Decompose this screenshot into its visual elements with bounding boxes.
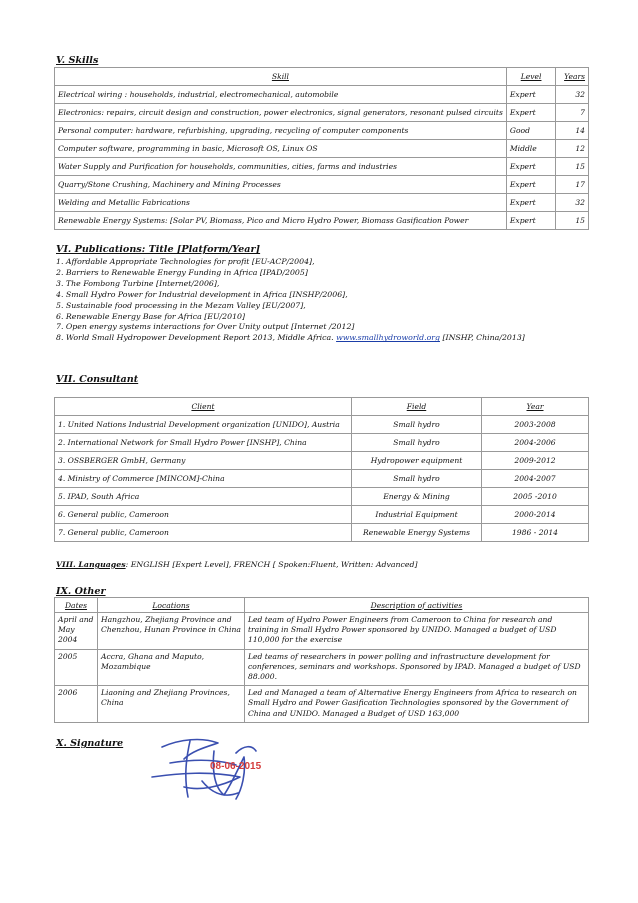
languages-line — [56, 560, 418, 569]
publications-list — [56, 257, 525, 344]
skill-name: Personal computer: hardware, refurbishing, upgrading, recycling of computer components — [55, 122, 507, 140]
consultant-field: Small hydro — [352, 470, 482, 488]
signature-date: 08-06-2015 — [210, 761, 262, 772]
consultant-row — [55, 470, 589, 488]
publication-item: 8. World Small Hydropower Development Report 2013, Middle Africa. www.smallhydroworld.org [INSHP, China/2013] — [56, 333, 525, 343]
other-dates: 2005 — [55, 649, 98, 686]
consultant-client: 2. International Network for Small Hydro Power [INSHP], China — [55, 434, 352, 452]
skill-level: Expert — [506, 158, 555, 176]
skill-years: 17 — [556, 176, 589, 194]
consultant-year: 2004-2007 — [482, 470, 589, 488]
other-locations: Hangzhou, Zhejiang Province and Chenzhou, Hunan Province in China — [98, 613, 245, 650]
handwritten-signature — [140, 733, 300, 813]
other-dates: 2006 — [55, 686, 98, 723]
skill-name: Quarry/Stone Crushing, Machinery and Mining Processes — [55, 176, 507, 194]
skill-years: 12 — [556, 140, 589, 158]
skill-name: Water Supply and Purification for households, communities, cities, farms and industries — [55, 158, 507, 176]
languages-text: : ENGLISH [Expert Level], FRENCH [ Spoken:Fluent, Written: Advanced] — [125, 560, 418, 569]
consultant-row — [55, 488, 589, 506]
skill-level: Expert — [506, 86, 555, 104]
publication-item: 7. Open energy systems interactions for Over Unity output [Internet /2012] — [56, 322, 355, 332]
other-dates: April and May 2004 — [55, 613, 98, 650]
skills-row — [55, 86, 589, 104]
other-row — [55, 613, 589, 650]
consultant-year: 2000-2014 — [482, 506, 589, 524]
other-col-description: Description of activities — [245, 598, 589, 613]
consultant-client: 3. OSSBERGER GmbH, Germany — [55, 452, 352, 470]
other-col-locations: Locations — [98, 598, 245, 613]
consultant-field: Small hydro — [352, 434, 482, 452]
skill-years: 32 — [556, 86, 589, 104]
skills-col-skill: Skill — [55, 68, 507, 86]
skills-row — [55, 104, 589, 122]
skill-level: Middle — [506, 140, 555, 158]
skills-row — [55, 122, 589, 140]
other-locations: Liaoning and Zhejiang Provinces, China — [98, 686, 245, 723]
other-table — [54, 597, 589, 723]
consultant-client: 4. Ministry of Commerce [MINCOM]-China — [55, 470, 352, 488]
publication-link[interactable]: www.smallhydroworld.org — [336, 333, 440, 343]
skills-table — [54, 67, 589, 230]
skill-level: Expert — [506, 212, 555, 230]
consultant-field: Small hydro — [352, 416, 482, 434]
consultant-row — [55, 506, 589, 524]
consultant-year: 2009-2012 — [482, 452, 589, 470]
consultant-year: 2005 -2010 — [482, 488, 589, 506]
signature-heading: X. Signature — [56, 738, 124, 749]
other-description: Led teams of researchers in power polling and infrastructure development for conferences, seminars and workshops. Sponsored by IPAD. Managed a budget of USD 88.000. — [245, 649, 589, 686]
skill-level: Expert — [506, 104, 555, 122]
consultant-client: 1. United Nations Industrial Development organization [UNIDO], Austria — [55, 416, 352, 434]
consultant-field: Renewable Energy Systems — [352, 524, 482, 542]
consultant-field: Energy & Mining — [352, 488, 482, 506]
consultant-row — [55, 434, 589, 452]
skill-name: Electronics: repairs, circuit design and construction, power electronics, signal generators, resonant pulsed circuits — [55, 104, 507, 122]
skills-row — [55, 158, 589, 176]
skill-name: Computer software, programming in basic, Microsoft OS, Linux OS — [55, 140, 507, 158]
skill-level: Good — [506, 122, 555, 140]
consultant-client: 5. IPAD, South Africa — [55, 488, 352, 506]
skill-years: 15 — [556, 158, 589, 176]
other-locations: Accra, Ghana and Maputo, Mozambique — [98, 649, 245, 686]
skills-row — [55, 212, 589, 230]
consultant-header-row — [55, 398, 589, 416]
consultant-heading: VII. Consultant — [56, 374, 139, 385]
consultant-col-client: Client — [55, 398, 352, 416]
publication-item: 1. Affordable Appropriate Technologies for profit [EU-ACP/2004], — [56, 257, 315, 266]
other-description: Led and Managed a team of Alternative Energy Engineers from Africa to research on Small Hydro and Power Gasification Technologies sponsored by the Government of China and UNIDO. Managed a Budget of USD 163,000 — [245, 686, 589, 723]
skills-row — [55, 140, 589, 158]
publications-heading: VI. Publications: Title [Platform/Year] — [56, 244, 261, 255]
skill-name: Renewable Energy Systems: [Solar PV, Biomass, Pico and Micro Hydro Power, Biomass Gasification Power — [55, 212, 507, 230]
consultant-year: 2004-2006 — [482, 434, 589, 452]
skills-col-years: Years — [556, 68, 589, 86]
publication-item: 4. Small Hydro Power for Industrial development in Africa [INSHP/2006], — [56, 289, 348, 299]
consultant-client: 6. General public, Cameroon — [55, 506, 352, 524]
consultant-field: Hydropower equipment — [352, 452, 482, 470]
skill-level: Expert — [506, 176, 555, 194]
consultant-row — [55, 452, 589, 470]
other-header-row — [55, 598, 589, 613]
skill-years: 7 — [556, 104, 589, 122]
consultant-col-field: Field — [352, 398, 482, 416]
publication-item: 3. The Fombong Turbine [Internet/2006], — [56, 278, 220, 288]
consultant-row — [55, 524, 589, 542]
skills-header-row — [55, 68, 589, 86]
skill-years: 15 — [556, 212, 589, 230]
skill-name: Electrical wiring : households, industrial, electromechanical, automobile — [55, 86, 507, 104]
other-col-dates: Dates — [55, 598, 98, 613]
consultant-client: 7. General public, Cameroon — [55, 524, 352, 542]
other-heading: IX. Other — [56, 586, 106, 597]
other-row — [55, 686, 589, 723]
consultant-year: 2003-2008 — [482, 416, 589, 434]
publication-item: 5. Sustainable food processing in the Mezam Valley [EU/2007], — [56, 300, 306, 310]
consultant-col-year: Year — [482, 398, 589, 416]
skill-years: 14 — [556, 122, 589, 140]
skills-row — [55, 194, 589, 212]
skill-name: Welding and Metallic Fabrications — [55, 194, 507, 212]
languages-heading: VIII. Languages — [56, 560, 126, 569]
publication-item: 2. Barriers to Renewable Energy Funding in Africa [IPAD/2005] — [56, 267, 308, 277]
publication-item: 6. Renewable Energy Base for Africa [EU/2010] — [56, 311, 246, 321]
skill-years: 32 — [556, 194, 589, 212]
other-row — [55, 649, 589, 686]
consultant-row — [55, 416, 589, 434]
skill-level: Expert — [506, 194, 555, 212]
skills-row — [55, 176, 589, 194]
skills-col-level: Level — [506, 68, 555, 86]
other-description: Led team of Hydro Power Engineers from Cameroon to China for research and training in Small Hydro Power sponsored by UNIDO. Managed a budget of USD 110,000 for the exercise — [245, 613, 589, 650]
consultant-table — [54, 397, 589, 542]
consultant-year: 1986 - 2014 — [482, 524, 589, 542]
skills-heading: V. Skills — [56, 55, 99, 66]
consultant-field: Industrial Equipment — [352, 506, 482, 524]
